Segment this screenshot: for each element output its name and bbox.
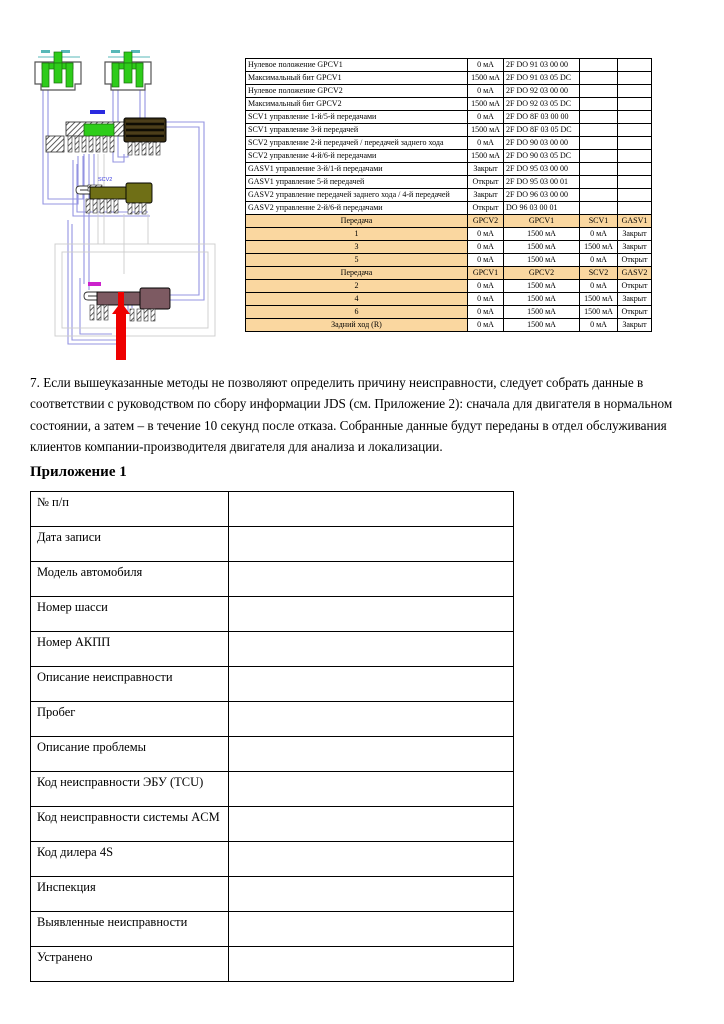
appendix-row-blank-field bbox=[229, 772, 514, 807]
appendix-row bbox=[31, 702, 514, 737]
gear-number-cell: 4 bbox=[246, 293, 468, 306]
solenoid-row-extra-cell bbox=[618, 176, 652, 189]
solenoid-row-label: Максимальный бит GPCV2 bbox=[246, 98, 468, 111]
solenoid-row-label: SCV2 управление 2-й передачей / передачей заднего хода bbox=[246, 137, 468, 150]
gear-value-cell: 1500 мА bbox=[504, 293, 580, 306]
gear-value-cell: 0 мА bbox=[580, 228, 618, 241]
valve-micro-label bbox=[88, 282, 101, 286]
appendix-row-label: Дата записи bbox=[31, 527, 229, 562]
solenoid-row-code: 2F DO 8F 03 00 00 bbox=[504, 111, 580, 124]
solenoid-row-code: 2F DO 8F 03 05 DC bbox=[504, 124, 580, 137]
gear-value-cell: 1500 мА bbox=[580, 306, 618, 319]
appendix-row-blank-field bbox=[229, 877, 514, 912]
appendix-form-table bbox=[30, 491, 514, 982]
solenoid-row-code: 2F DO 96 03 00 00 bbox=[504, 189, 580, 202]
solenoid-row-label: GASV2 управление передачей заднего хода / 4-й передачей bbox=[246, 189, 468, 202]
solenoid-row-extra-cell bbox=[580, 85, 618, 98]
solenoid-control-table bbox=[245, 58, 652, 332]
solenoid-row-extra-cell bbox=[580, 163, 618, 176]
appendix-row-label: Выявленные неисправности bbox=[31, 912, 229, 947]
gear-value-cell: 0 мА bbox=[468, 293, 504, 306]
modulating-valve bbox=[46, 110, 166, 155]
solenoid-row-value: Закрыт bbox=[468, 189, 504, 202]
gear-table-row bbox=[246, 254, 652, 267]
gear-header-cell: GPCV2 bbox=[468, 215, 504, 228]
solenoid-row-extra-cell bbox=[618, 189, 652, 202]
appendix-row bbox=[31, 597, 514, 632]
solenoid-row-extra-cell bbox=[618, 85, 652, 98]
gear-value-cell: 0 мА bbox=[468, 241, 504, 254]
solenoid-coil bbox=[124, 118, 166, 142]
solenoid-table-row bbox=[246, 59, 652, 72]
solenoid-row-extra-cell bbox=[580, 111, 618, 124]
gear-table-row bbox=[246, 319, 652, 332]
appendix-row-blank-field bbox=[229, 492, 514, 527]
gear-value-cell: Открыт bbox=[618, 254, 652, 267]
solenoid-row-extra-cell bbox=[618, 163, 652, 176]
solenoid-row-extra-cell bbox=[618, 137, 652, 150]
appendix-row-blank-field bbox=[229, 947, 514, 982]
gear-header-cell: Передача bbox=[246, 215, 468, 228]
appendix-row bbox=[31, 562, 514, 597]
solenoid-table-row bbox=[246, 202, 652, 215]
appendix-row-label: Номер АКПП bbox=[31, 632, 229, 667]
solenoid-row-extra-cell bbox=[580, 59, 618, 72]
solenoid-row-label: GASV2 управление 2-й/6-й передачами bbox=[246, 202, 468, 215]
appendix-row-blank-field bbox=[229, 632, 514, 667]
clutch-piston-right bbox=[105, 50, 151, 90]
gear-value-cell: Закрыт bbox=[618, 293, 652, 306]
gear-table-row bbox=[246, 306, 652, 319]
gear-number-cell: 3 bbox=[246, 241, 468, 254]
appendix-row bbox=[31, 492, 514, 527]
solenoid-row-label: Нулевое положение GPCV1 bbox=[246, 59, 468, 72]
solenoid-row-extra-cell bbox=[580, 202, 618, 215]
gear-header-cell: GASV2 bbox=[618, 267, 652, 280]
solenoid-row-value: 1500 мА bbox=[468, 150, 504, 163]
appendix-row bbox=[31, 912, 514, 947]
appendix-row bbox=[31, 527, 514, 562]
solenoid-row-code: 2F DO 95 03 00 01 bbox=[504, 176, 580, 189]
gear-value-cell: 1500 мА bbox=[504, 319, 580, 332]
appendix-row bbox=[31, 667, 514, 702]
solenoid-row-code: 2F DO 92 03 00 00 bbox=[504, 85, 580, 98]
appendix-row-label: Пробег bbox=[31, 702, 229, 737]
solenoid-row-code: 2F DO 90 03 05 DC bbox=[504, 150, 580, 163]
appendix-row bbox=[31, 877, 514, 912]
solenoid-row-label: GASV1 управление 5-й передачей bbox=[246, 176, 468, 189]
dimension-label-icon bbox=[111, 50, 120, 53]
solenoid-row-extra-cell bbox=[580, 72, 618, 85]
appendix-row-blank-field bbox=[229, 842, 514, 877]
scv2-valve-label: SCV2 bbox=[98, 177, 113, 183]
gear-value-cell: 1500 мА bbox=[504, 228, 580, 241]
solenoid-row-extra-cell bbox=[618, 150, 652, 163]
solenoid-row-value: Открыт bbox=[468, 202, 504, 215]
solenoid-row-label: GASV1 управление 3-й/1-й передачами bbox=[246, 163, 468, 176]
gear-header-cell: SCV1 bbox=[580, 215, 618, 228]
solenoid-row-extra-cell bbox=[580, 176, 618, 189]
appendix-row-label: Код неисправности ЭБУ (TCU) bbox=[31, 772, 229, 807]
solenoid-row-code: DO 96 03 00 01 bbox=[504, 202, 580, 215]
gear-value-cell: Закрыт bbox=[618, 241, 652, 254]
appendix-row-blank-field bbox=[229, 527, 514, 562]
appendix-row-blank-field bbox=[229, 807, 514, 842]
appendix-row bbox=[31, 807, 514, 842]
solenoid-row-value: 1500 мА bbox=[468, 98, 504, 111]
solenoid-row-code: 2F DO 95 03 00 00 bbox=[504, 163, 580, 176]
solenoid-row-extra-cell bbox=[580, 189, 618, 202]
appendix-row-blank-field bbox=[229, 737, 514, 772]
appendix-row-blank-field bbox=[229, 597, 514, 632]
gear-value-cell: 1500 мА bbox=[504, 306, 580, 319]
appendix-row-label: Описание проблемы bbox=[31, 737, 229, 772]
solenoid-row-label: SCV2 управление 4-й/6-й передачами bbox=[246, 150, 468, 163]
solenoid-row-code: 2F DO 90 03 00 00 bbox=[504, 137, 580, 150]
gear-number-cell: 1 bbox=[246, 228, 468, 241]
gear-value-cell: 1500 мА bbox=[580, 241, 618, 254]
solenoid-row-value: 1500 мА bbox=[468, 72, 504, 85]
appendix-row-blank-field bbox=[229, 912, 514, 947]
solenoid-table-row bbox=[246, 98, 652, 111]
appendix-row-blank-field bbox=[229, 702, 514, 737]
clutch-piston-left bbox=[35, 50, 81, 90]
appendix-row-label: Инспекция bbox=[31, 877, 229, 912]
gear-value-cell: 0 мА bbox=[468, 306, 504, 319]
appendix-heading: Приложение 1 bbox=[30, 464, 127, 480]
solenoid-row-extra-cell bbox=[580, 137, 618, 150]
appendix-row-label: Код неисправности системы ACM bbox=[31, 807, 229, 842]
solenoid-row-code: 2F DO 91 03 05 DC bbox=[504, 72, 580, 85]
solenoid-row-value: 0 мА bbox=[468, 137, 504, 150]
solenoid-table-row bbox=[246, 85, 652, 98]
solenoid-row-label: Нулевое положение GPCV2 bbox=[246, 85, 468, 98]
solenoid-row-value: 0 мА bbox=[468, 111, 504, 124]
solenoid-table-row bbox=[246, 189, 652, 202]
scv2-valve bbox=[76, 177, 152, 214]
solenoid-row-value: 0 мА bbox=[468, 59, 504, 72]
gasv-valve bbox=[84, 282, 170, 360]
gear-value-cell: 1500 мА bbox=[580, 293, 618, 306]
appendix-row-label: № п/п bbox=[31, 492, 229, 527]
gear-value-cell: Открыт bbox=[618, 280, 652, 293]
gear-value-cell: 1500 мА bbox=[504, 280, 580, 293]
gear-section-header-row bbox=[246, 215, 652, 228]
solenoid-table-row bbox=[246, 163, 652, 176]
solenoid-table-row bbox=[246, 111, 652, 124]
appendix-row-label: Устранено bbox=[31, 947, 229, 982]
gear-value-cell: 1500 мА bbox=[504, 241, 580, 254]
gear-number-cell: Задний ход (R) bbox=[246, 319, 468, 332]
solenoid-row-value: 0 мА bbox=[468, 85, 504, 98]
solenoid-table-row bbox=[246, 137, 652, 150]
dimension-label-icon bbox=[131, 50, 140, 53]
appendix-row bbox=[31, 947, 514, 982]
appendix-row bbox=[31, 632, 514, 667]
gear-value-cell: Открыт bbox=[618, 306, 652, 319]
casing-outline bbox=[55, 154, 215, 336]
gear-section-header-row bbox=[246, 267, 652, 280]
solenoid-table-row bbox=[246, 124, 652, 137]
solenoid-row-extra-cell bbox=[618, 72, 652, 85]
hydraulic-diagram bbox=[28, 44, 240, 360]
solenoid-row-label: SCV1 управление 3-й передачей bbox=[246, 124, 468, 137]
appendix-row-label: Описание неисправности bbox=[31, 667, 229, 702]
gear-value-cell: 0 мА bbox=[468, 228, 504, 241]
gear-value-cell: Закрыт bbox=[618, 319, 652, 332]
valve-micro-label bbox=[90, 110, 105, 114]
dimension-label-icon bbox=[41, 50, 50, 53]
gear-header-cell: GASV1 bbox=[618, 215, 652, 228]
solenoid-row-code: 2F DO 92 03 05 DC bbox=[504, 98, 580, 111]
gear-value-cell: 0 мА bbox=[468, 319, 504, 332]
gear-table-row bbox=[246, 241, 652, 254]
gear-header-cell: GPCV2 bbox=[504, 267, 580, 280]
appendix-row bbox=[31, 737, 514, 772]
solenoid-row-extra-cell bbox=[618, 98, 652, 111]
gear-header-cell: Передача bbox=[246, 267, 468, 280]
gear-number-cell: 6 bbox=[246, 306, 468, 319]
solenoid-row-extra-cell bbox=[618, 202, 652, 215]
solenoid-table-row bbox=[246, 176, 652, 189]
gear-table-row bbox=[246, 293, 652, 306]
gear-number-cell: 2 bbox=[246, 280, 468, 293]
solenoid-table-row bbox=[246, 72, 652, 85]
solenoid-row-label: Максимальный бит GPCV1 bbox=[246, 72, 468, 85]
solenoid-row-extra-cell bbox=[580, 124, 618, 137]
solenoid-row-extra-cell bbox=[580, 150, 618, 163]
gear-value-cell: 0 мА bbox=[580, 280, 618, 293]
solenoid-table-row bbox=[246, 150, 652, 163]
solenoid-row-label: SCV1 управление 1-й/5-й передачами bbox=[246, 111, 468, 124]
gear-header-cell: SCV2 bbox=[580, 267, 618, 280]
solenoid-row-extra-cell bbox=[618, 111, 652, 124]
appendix-row-blank-field bbox=[229, 667, 514, 702]
appendix-row bbox=[31, 842, 514, 877]
appendix-row-label: Код дилера 4S bbox=[31, 842, 229, 877]
solenoid-row-value: Открыт bbox=[468, 176, 504, 189]
appendix-row-label: Модель автомобиля bbox=[31, 562, 229, 597]
gear-value-cell: 0 мА bbox=[580, 254, 618, 267]
solenoid-row-code: 2F DO 91 03 00 00 bbox=[504, 59, 580, 72]
procedure-paragraph: 7. Если вышеуказанные методы не позволяют определить причину неисправности, следует собрать данные в соответствии с руководством по сбору информации JDS (см. Приложение 2): сначала для двигателя в нормальном состоянии, а затем – в течение 10 секунд после отказа. Собранные данные будут переданы в отдел обслуживания клиентов компании-производителя двигателя для анализа и локализации. bbox=[30, 375, 673, 455]
gear-table-row bbox=[246, 280, 652, 293]
appendix-row-blank-field bbox=[229, 562, 514, 597]
solenoid-row-value: 1500 мА bbox=[468, 124, 504, 137]
appendix-row-label: Номер шасси bbox=[31, 597, 229, 632]
solenoid-row-extra-cell bbox=[618, 59, 652, 72]
gear-table-row bbox=[246, 228, 652, 241]
gear-value-cell: 1500 мА bbox=[504, 254, 580, 267]
solenoid-row-value: Закрыт bbox=[468, 163, 504, 176]
solenoid-row-extra-cell bbox=[580, 98, 618, 111]
gear-value-cell: 0 мА bbox=[468, 280, 504, 293]
gear-value-cell: Закрыт bbox=[618, 228, 652, 241]
gear-value-cell: 0 мА bbox=[580, 319, 618, 332]
appendix-row bbox=[31, 772, 514, 807]
gear-header-cell: GPCV1 bbox=[468, 267, 504, 280]
gear-header-cell: GPCV1 bbox=[504, 215, 580, 228]
solenoid-row-extra-cell bbox=[618, 124, 652, 137]
gear-number-cell: 5 bbox=[246, 254, 468, 267]
gear-value-cell: 0 мА bbox=[468, 254, 504, 267]
